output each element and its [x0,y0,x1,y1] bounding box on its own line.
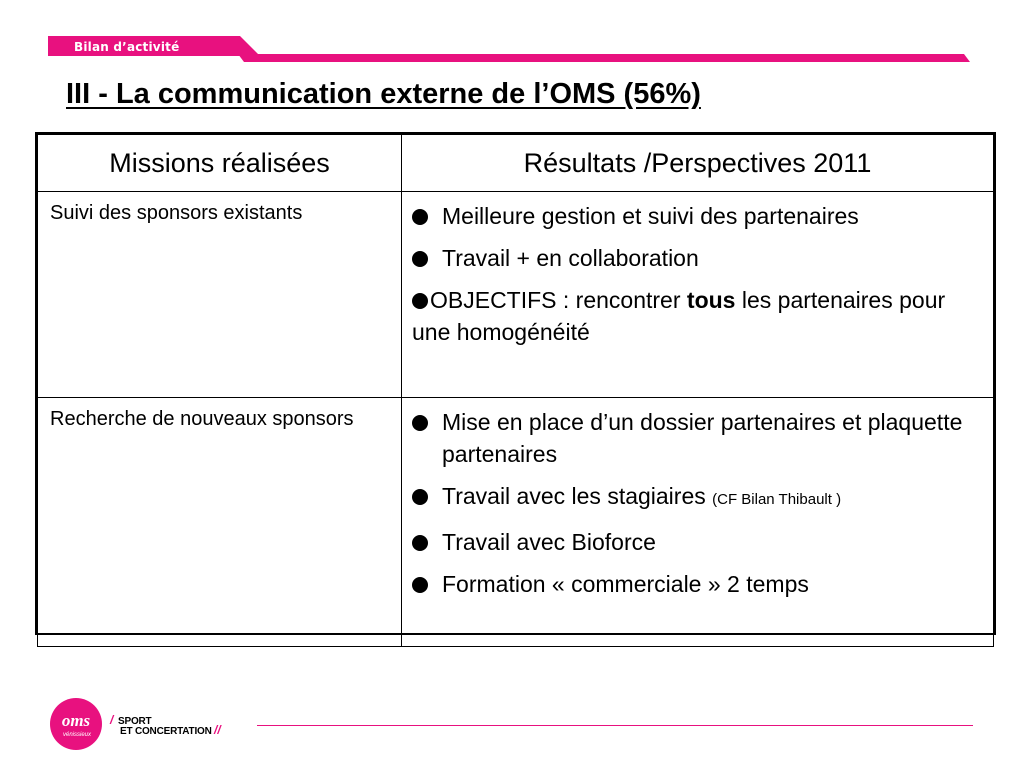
logo-subtext: vénissieux [62,732,92,738]
list-item: Travail avec Bioforce [412,526,983,558]
bullet-icon [412,489,428,505]
page-title: III - La communication externe de l’OMS (56%) [66,78,701,110]
header-label: Bilan d’activité [74,40,180,54]
list-item: Travail + en collaboration [412,242,983,274]
mission-cell: Recherche de nouveaux sponsors [38,398,402,647]
bullet-icon [412,293,428,309]
tagline-concertation: ET CONCERTATION [120,726,212,737]
bullet-icon [412,251,428,267]
mission-cell: Suivi des sponsors existants [38,192,402,398]
results-cell [402,398,994,647]
bullet-icon [412,209,428,225]
logo-text: oms [61,711,91,730]
bullet-icon [412,577,428,593]
column-header-results: Résultats /Perspectives 2011 [402,135,994,192]
bullet-icon [412,415,428,431]
column-header-missions: Missions réalisées [38,135,402,192]
list-item: Mise en place d’un dossier partenaires et plaquette partenaires [412,406,983,470]
table-row [38,398,994,647]
table-row [38,192,994,398]
list-item: OBJECTIFS : rencontrer tous les partenaires pour une homogénéité [412,287,946,345]
header-band [48,36,970,66]
double-slash-icon: // [214,723,221,737]
list-item: Meilleure gestion et suivi des partenaires [412,200,983,232]
oms-logo-icon [50,698,102,750]
results-cell [402,192,994,398]
bullet-icon [412,535,428,551]
list-item: Formation « commerciale » 2 temps [412,568,983,600]
activity-table [35,132,996,635]
tagline-sport: SPORT [118,716,152,727]
footer-divider [257,725,973,726]
slash-icon: / [110,713,114,727]
list-item: Travail avec les stagiaires (CF Bilan Thibault ) [412,480,983,516]
